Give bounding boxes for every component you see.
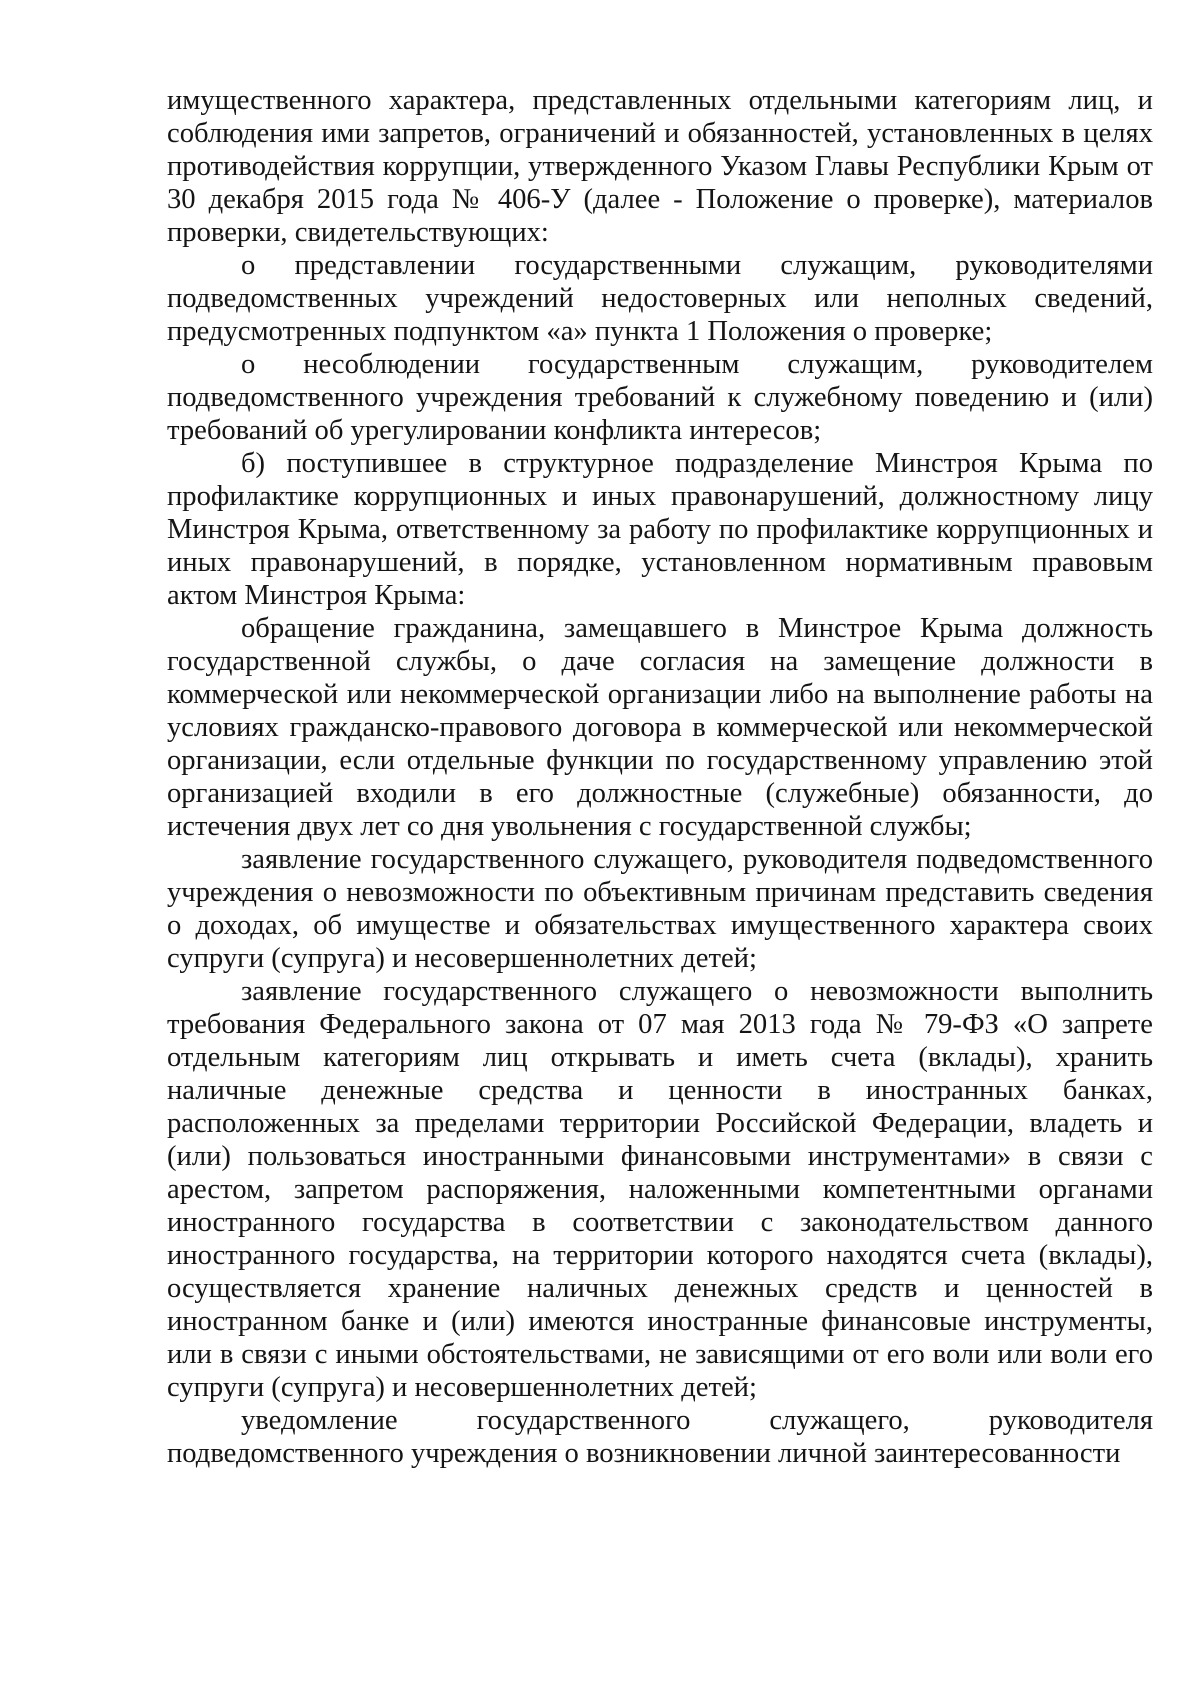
paragraph-conflict-notification: уведомление государственного служащего, руководителя подведомственного учреждения о возникновении личной заинтересованности xyxy=(167,1405,1153,1469)
paragraph-noncompliance: о несоблюдении государственным служащим, руководителем подведомственного учреждения требований к служебному поведению и (или) требований об урегулировании конфликта интересов; xyxy=(167,349,1153,446)
paragraph-false-info: о представлении государственными служащим, руководителями подведомственных учреждений недостоверных или неполных сведений, предусмотренных подпунктом «а» пункта 1 Положения о проверке; xyxy=(167,250,1153,347)
paragraph-continuation: имущественного характера, представленных отдельными категориям лиц, и соблюдения ими запретов, ограничений и обязанностей, установленных в целях противодействия коррупции, утвержденного Указом Главы Республики Крым от 30 декабря 2015 года № 406-У (далее - Положение о проверке), материалов проверки, свидетельствующих: xyxy=(167,85,1153,248)
paragraph-spouse-income-statement: заявление государственного служащего, руководителя подведомственного учреждения о невозможности по объективным причинам представить сведения о доходах, об имуществе и обязательствах имущественного характера своих супруги (супруга) и несовершеннолетних детей; xyxy=(167,844,1153,974)
paragraph-citizen-appeal: обращение гражданина, замещавшего в Минстрое Крыма должность государственной службы, о даче согласия на замещение должности в коммерческой или некоммерческой организации либо на выполнение работы на условиях гражданско-правового договора в коммерческой или некоммерческой организации, если отдельные функции по государственному управлению этой организацией входили в его должностные (служебные) обязанности, до истечения двух лет со дня увольнения с государственной службы; xyxy=(167,613,1153,842)
paragraph-foreign-accounts-statement: заявление государственного служащего о невозможности выполнить требования Федерального закона от 07 мая 2013 года № 79-ФЗ «О запрете отдельным категориям лиц открывать и иметь счета (вклады), хранить наличные денежные средства и ценности в иностранных банках, расположенных за пределами территории Российской Федерации, владеть и (или) пользоваться иностранными финансовыми инструментами» в связи с арестом, запретом распоряжения, наложенными компетентными органами иностранного государства в соответствии с законодательством данного иностранного государства, на территории которого находятся счета (вклады), осуществляется хранение наличных денежных средств и ценностей в иностранном банке и (или) имеются иностранные финансовые инструменты, или в связи с иными обстоятельствами, не зависящими от его воли или воли его супруги (супруга) и несовершеннолетних детей; xyxy=(167,976,1153,1403)
document-text xyxy=(167,84,1153,1470)
paragraph-item-b: б) поступившее в структурное подразделение Минстроя Крыма по профилактике коррупционных и иных правонарушений, должностному лицу Минстроя Крыма, ответственному за работу по профилактике коррупционных и иных правонарушений, в порядке, установленном нормативным правовым актом Минстроя Крыма: xyxy=(167,448,1153,611)
